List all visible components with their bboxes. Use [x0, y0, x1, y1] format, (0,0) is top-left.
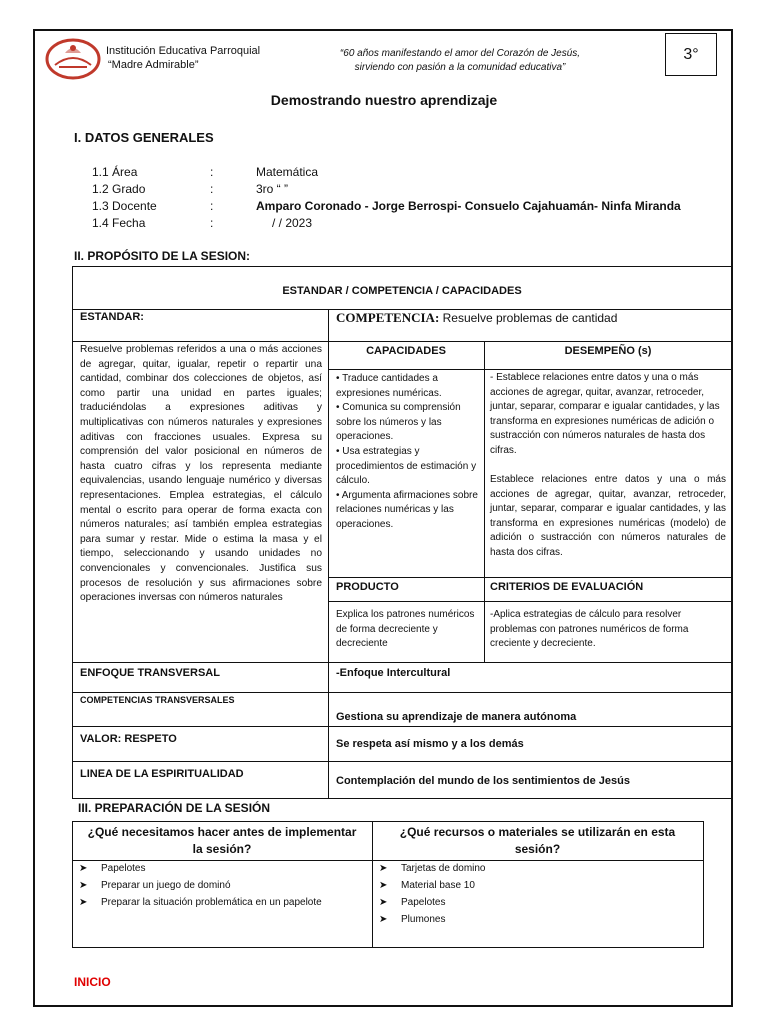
- colon: :: [210, 199, 214, 213]
- list-item-text: Papelotes: [401, 897, 446, 908]
- table-line: [72, 761, 732, 762]
- preparation-list: [73, 860, 371, 911]
- institution-line-2: “Madre Admirable”: [108, 59, 199, 71]
- table-line: [72, 662, 732, 663]
- producto-text: Explica los patrones numéricos de forma decreciente y decreciente: [336, 609, 475, 650]
- table-line: [328, 309, 329, 799]
- list-item: [73, 894, 371, 911]
- capacidad-text: Comunica su comprensión sobre los números y las operaciones.: [336, 402, 461, 443]
- capacidades-list: [336, 372, 482, 533]
- producto-label: PRODUCTO: [336, 581, 399, 593]
- desempeno-text-2: Establece relaciones entre datos y una o más acciones de agregar, quitar, avanzar, retroceder, juntar, separar, comparar e igualar cantidades, y las transforma en expresiones numéricas (modelo) de adición o sustracción con números naturales de hasta dos cifras.: [490, 474, 726, 558]
- list-item-text: Tarjetas de domino: [401, 863, 486, 874]
- competencia-label: COMPETENCIA:: [336, 310, 440, 325]
- colon: :: [210, 216, 214, 230]
- list-item: [373, 877, 703, 894]
- desempeno-label: DESEMPEÑO (s): [564, 345, 652, 357]
- table-line: [72, 821, 704, 822]
- list-item: [373, 911, 703, 928]
- list-item: [73, 877, 371, 894]
- capacidad-item: • Argumenta afirmaciones sobre relaciones numéricas y las operaciones.: [336, 489, 478, 530]
- competencias-transversales-value: Gestiona su aprendizaje de manera autónoma: [336, 711, 577, 723]
- capacidad-text: Usa estrategias y procedimientos de estimación y cálculo.: [336, 445, 477, 487]
- grade-label: 1.2 Grado: [92, 182, 146, 196]
- list-item: [373, 894, 703, 911]
- list-item-text: Preparar un juego de dominó: [101, 880, 231, 891]
- estandar-label: ESTANDAR:: [80, 311, 144, 323]
- motto-line-2: sirviendo con pasión a la comunidad educativa”: [354, 62, 566, 73]
- teacher-label: 1.3 Docente: [92, 199, 157, 213]
- arrow-bullet-icon: ➤: [79, 880, 88, 891]
- enfoque-label: ENFOQUE TRANSVERSAL: [80, 667, 220, 679]
- table-line: [72, 798, 732, 799]
- linea-espiritualidad-value: Contemplación del mundo de los sentimientos de Jesús: [336, 775, 630, 787]
- arrow-bullet-icon: ➤: [379, 897, 388, 908]
- competencias-transversales-label: COMPETENCIAS TRANSVERSALES: [80, 695, 235, 705]
- arrow-bullet-icon: ➤: [79, 863, 88, 874]
- table-line: [72, 266, 732, 267]
- capacidad-item: • Comunica su comprensión sobre los números y las operaciones.: [336, 402, 461, 443]
- document-title: Demostrando nuestro aprendizaje: [270, 92, 498, 108]
- table-line: [72, 726, 732, 727]
- colon: :: [210, 182, 214, 196]
- table-line: [72, 341, 732, 342]
- grade-value: 3ro “ ”: [256, 182, 289, 196]
- list-item: [73, 860, 371, 877]
- general-data: [0, 164, 768, 234]
- date-value: / / 2023: [272, 216, 313, 230]
- motto: [305, 47, 615, 75]
- arrow-bullet-icon: ➤: [379, 914, 388, 925]
- desempeno-text-1: - Establece relaciones entre datos y una o más acciones de agregar, quitar, avanzar, retroceder, juntar, separar, comparar e igualar cantidades, y las transforma en expresiones numéricas de adición o sustracción con números naturales de hasta dos cifras.: [490, 372, 720, 456]
- colon: :: [210, 165, 214, 179]
- capacidades-label: CAPACIDADES: [366, 345, 446, 357]
- date-label: 1.4 Fecha: [92, 216, 146, 230]
- section-1-heading: I. DATOS GENERALES: [74, 130, 214, 145]
- table-line: [72, 692, 732, 693]
- resources-list: [373, 860, 703, 928]
- institution-name: [106, 44, 260, 72]
- list-item-text: Preparar la situación problemática en un papelote: [101, 897, 322, 908]
- list-item-text: Material base 10: [401, 880, 475, 891]
- institution-line-1: Institución Educativa Parroquial: [106, 45, 261, 57]
- arrow-bullet-icon: ➤: [379, 880, 388, 891]
- inicio-heading: INICIO: [74, 975, 111, 989]
- table-line: [484, 341, 485, 662]
- valor-value: Se respeta así mismo y a los demás: [336, 738, 524, 750]
- capacidad-item: • Usa estrategias y procedimientos de estimación y cálculo.: [336, 445, 477, 487]
- capacidad-text: Traduce cantidades a expresiones numéricas.: [336, 373, 442, 399]
- arrow-bullet-icon: ➤: [79, 897, 88, 908]
- competencia-value: Resuelve problemas de cantidad: [439, 311, 618, 325]
- resources-header: ¿Qué recursos o materiales se utilizarán en esta sesión?: [399, 825, 676, 856]
- motto-line-1: “60 años manifestando el amor del Corazón de Jesús,: [339, 48, 581, 59]
- list-item: [373, 860, 703, 877]
- enfoque-value: -Enfoque Intercultural: [336, 667, 451, 679]
- capacidad-item: • Traduce cantidades a expresiones numéricas.: [336, 373, 442, 399]
- teacher-value: Amparo Coronado - Jorge Berrospi- Consuelo Cajahuamán- Ninfa Miranda: [256, 199, 681, 213]
- area-value: Matemática: [256, 165, 319, 179]
- table-header: ESTANDAR / COMPETENCIA / CAPACIDADES: [282, 285, 522, 297]
- capacidad-text: Argumenta afirmaciones sobre relaciones numéricas y las operaciones.: [336, 489, 478, 530]
- area-label: 1.1 Área: [92, 165, 138, 179]
- table-line: [328, 369, 732, 370]
- section-3-heading: III. PREPARACIÓN DE LA SESIÓN: [78, 801, 271, 815]
- criterios-text: -Aplica estrategias de cálculo para resolver problemas con patrones numéricos de forma creciente y decreciente.: [490, 609, 689, 650]
- estandar-text: Resuelve problemas referidos a una o más acciones de agregar, quitar, igualar, repetir o repartir una cantidad, combinar dos colecciones de objetos, así como partir una unidad en partes iguales; traduciéndolas a expresiones aditivas y multiplicativas con números naturales y expresiones aditivas con fracciones usuales. Expresa su comprensión del valor posicional en números de hasta cuatro cifras y los representa mediante equivalencias, usando lenguaje numérico y diversas representaciones. Emplea estrategias, el cálculo mental o escrito para operar de forma exacta con números naturales; así también emplea estrategias para sumar y restar. Mide o estima la masa y el tiempo, seleccionando y usando unidades no convencionales y convencionales. Justifica sus procesos de resolución y sus afirmaciones sobre operaciones inversas con números naturales: [80, 344, 322, 604]
- table-line: [328, 577, 732, 578]
- criterios-label: CRITERIOS DE EVALUACIÓN: [490, 581, 644, 593]
- linea-espiritualidad-label: LINEA DE LA ESPIRITUALIDAD: [80, 768, 244, 780]
- grade-box: 3°: [665, 33, 717, 76]
- table-line: [328, 601, 732, 602]
- preparation-header: ¿Qué necesitamos hacer antes de implementar la sesión?: [87, 825, 357, 856]
- list-item-text: Plumones: [401, 914, 446, 925]
- school-logo: [45, 37, 101, 81]
- valor-label: VALOR: RESPETO: [80, 733, 177, 745]
- competencia: [336, 310, 617, 326]
- list-item-text: Papelotes: [101, 863, 146, 874]
- section-2-heading: II. PROPÓSITO DE LA SESION:: [74, 249, 251, 263]
- table-line: [72, 266, 73, 799]
- table-line: [72, 947, 704, 948]
- arrow-bullet-icon: ➤: [379, 863, 388, 874]
- table-line: [703, 821, 704, 948]
